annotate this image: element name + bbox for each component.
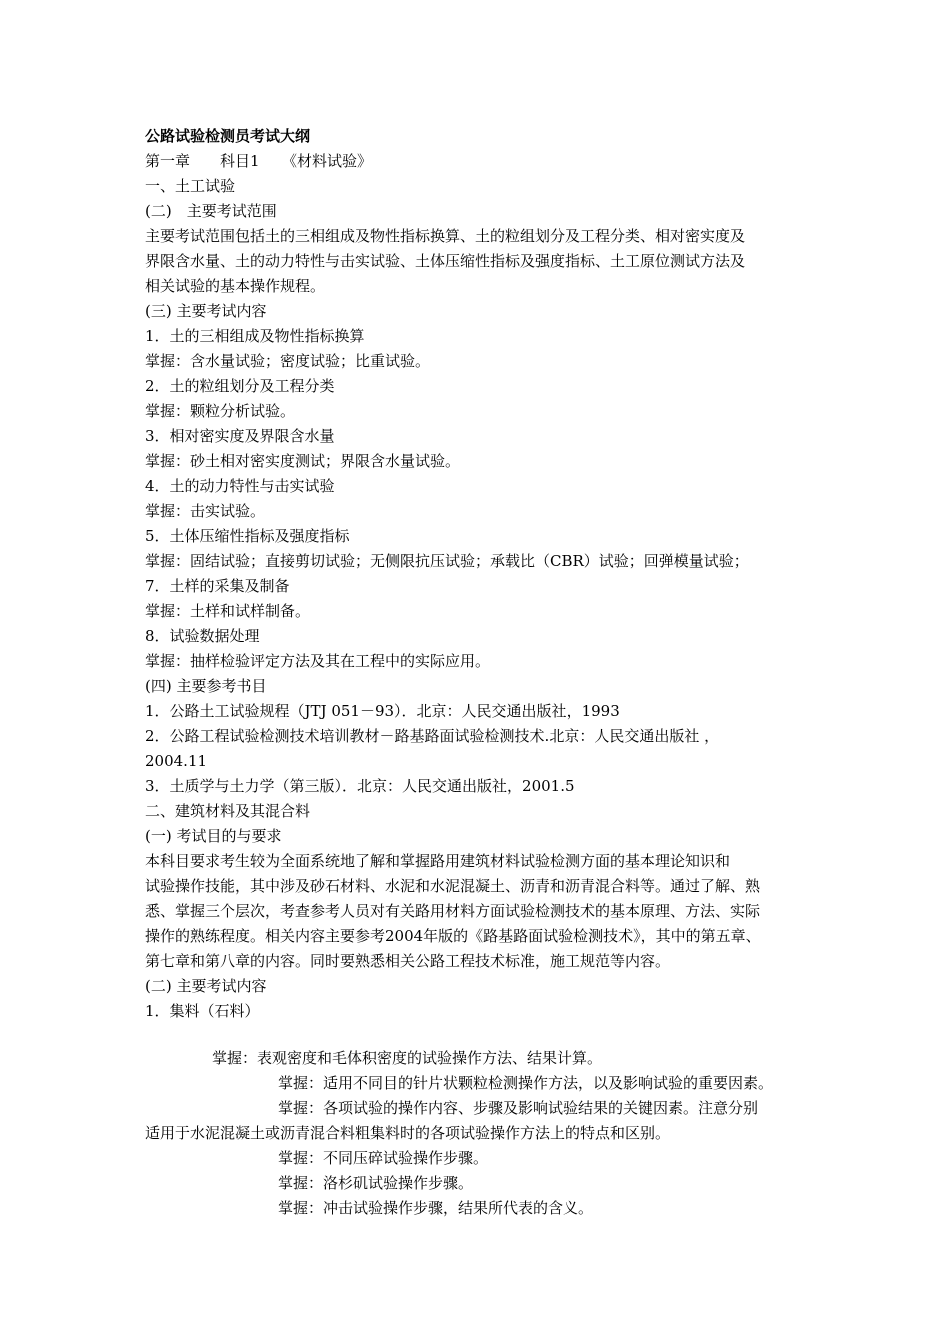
paragraph-line: 第七章和第八章的内容。同时要熟悉相关公路工程技术标准，施工规范等内容。 (145, 952, 671, 970)
list-detail: 掌握：颗粒分析试验。 (145, 402, 296, 420)
subsection-heading: (二) 主要考试内容 (145, 977, 267, 995)
chapter-line: 第一章 科目1 《材料试验》 (145, 152, 373, 170)
list-item: 3．相对密实度及界限含水量 (145, 427, 335, 445)
list-detail: 掌握：击实试验。 (145, 502, 266, 520)
list-detail: 掌握：砂土相对密实度测试；界限含水量试验。 (145, 452, 461, 470)
requirement-line: 掌握：适用不同目的针片状颗粒检测操作方法，以及影响试验的重要因素。 (278, 1074, 774, 1092)
reference-item: 2．公路工程试验检测技术培训教材－路基路面试验检测技术.北京：人民交通出版社 ， (145, 727, 720, 745)
requirement-line: 掌握：洛杉矶试验操作步骤。 (278, 1174, 474, 1192)
section-heading: 一、土工试验 (145, 177, 236, 195)
subsection-heading: (二) 主要考试范围 (145, 202, 277, 220)
subsection-heading: (四) 主要参考书目 (145, 677, 267, 695)
paragraph-line: 界限含水量、土的动力特性与击实试验、土体压缩性指标及强度指标、土工原位测试方法及 (145, 252, 746, 270)
document-title: 公路试验检测员考试大纲 (145, 127, 311, 145)
list-detail: 掌握：固结试验；直接剪切试验；无侧限抗压试验；承载比（CBR）试验；回弹模量试验； (145, 552, 749, 570)
section-heading: 二、建筑材料及其混合料 (145, 802, 311, 820)
list-detail: 掌握：含水量试验；密度试验；比重试验。 (145, 352, 431, 370)
subsection-heading: (一) 考试目的与要求 (145, 827, 282, 845)
requirement-line: 掌握：不同压碎试验操作步骤。 (278, 1149, 489, 1167)
requirement-line: 掌握：冲击试验操作步骤，结果所代表的含义。 (278, 1199, 594, 1217)
subsection-heading: (三) 主要考试内容 (145, 302, 267, 320)
paragraph-line: 主要考试范围包括土的三相组成及物性指标换算、土的粒组划分及工程分类、相对密实度及 (145, 227, 746, 245)
list-item: 1．集料（石料） (145, 1002, 260, 1020)
paragraph-line: 悉、掌握三个层次，考查参考人员对有关路用材料方面试验检测技术的基本原理、方法、实际 (145, 902, 761, 920)
paragraph-line: 本科目要求考生较为全面系统地了解和掌握路用建筑材料试验检测方面的基本理论知识和 (145, 852, 731, 870)
list-item: 1．土的三相组成及物性指标换算 (145, 327, 365, 345)
list-item: 7．土样的采集及制备 (145, 577, 290, 595)
list-item: 5．土体压缩性指标及强度指标 (145, 527, 350, 545)
list-item: 8．试验数据处理 (145, 627, 260, 645)
list-detail: 掌握：抽样检验评定方法及其在工程中的实际应用。 (145, 652, 491, 670)
reference-item: 1．公路土工试验规程（JTJ 051－93）．北京：人民交通出版社，1993 (145, 702, 620, 720)
reference-item-continued: 2004.11 (145, 752, 208, 770)
list-item: 2．土的粒组划分及工程分类 (145, 377, 335, 395)
paragraph-line: 试验操作技能，其中涉及砂石材料、水泥和水泥混凝土、沥青和沥青混合料等。通过了解、熟 (145, 877, 761, 895)
paragraph-line: 操作的熟练程度。相关内容主要参考2004年版的《路基路面试验检测技术》，其中的第五章、 (145, 927, 761, 945)
list-detail: 掌握：土样和试样制备。 (145, 602, 311, 620)
reference-item: 3．土质学与土力学（第三版）．北京：人民交通出版社，2001.5 (145, 777, 575, 795)
requirement-line: 掌握：表观密度和毛体积密度的试验操作方法、结果计算。 (212, 1049, 603, 1067)
list-item: 4．土的动力特性与击实试验 (145, 477, 335, 495)
paragraph-line: 相关试验的基本操作规程。 (145, 277, 326, 295)
requirement-line: 掌握：各项试验的操作内容、步骤及影响试验结果的关键因素。注意分别 (278, 1099, 759, 1117)
requirement-line-continued: 适用于水泥混凝土或沥青混合料粗集料时的各项试验操作方法上的特点和区别。 (145, 1124, 671, 1142)
